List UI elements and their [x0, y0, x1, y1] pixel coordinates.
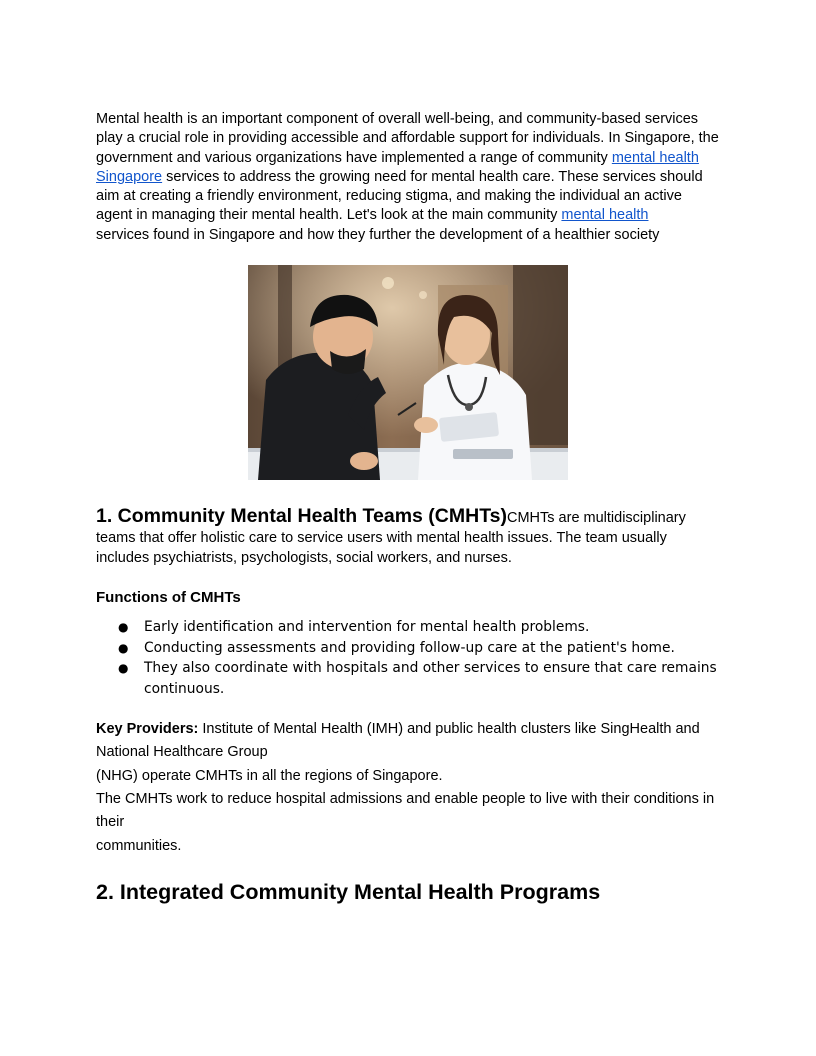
key-providers-line-1 — [96, 718, 720, 765]
doctor-consultation-photo — [248, 265, 568, 480]
section-1-paragraph — [96, 506, 720, 568]
section-2-heading: 2. Integrated Community Mental Health Programs — [96, 879, 601, 904]
key-providers-line-4: communities. — [96, 837, 182, 854]
key-providers-label: Key Providers: — [96, 721, 199, 738]
list-item — [96, 617, 720, 638]
key-providers-line-3: The CMHTs work to reduce hospital admissions and enable people to live with their conditions in their — [96, 790, 715, 831]
document-body — [96, 110, 720, 906]
key-providers-line-2: (NHG) operate CMHTs in all the regions of Singapore. — [96, 767, 443, 784]
bullet-icon: ● — [118, 620, 129, 635]
key-providers-text: Institute of Mental Health (IMH) and public health clusters like SingHealth and National Healthcare Group — [96, 721, 700, 761]
bullet-icon: ● — [118, 640, 129, 655]
bullet-icon: ● — [118, 661, 129, 676]
figure — [96, 265, 720, 480]
intro-paragraph — [96, 110, 720, 245]
functions-heading: Functions of CMHTs — [96, 589, 241, 607]
mental-health-link[interactable]: mental health — [561, 207, 649, 224]
functions-list — [96, 617, 720, 699]
intro-text-2: services to address the growing need for mental health care. These services should aim at creating a friendly environment, reducing stigma, and making the individual an active agent in managing their mental health. Let's look at the main community — [96, 168, 703, 224]
list-item-text: Conducting assessments and providing follow-up care at the patient's home. — [144, 639, 675, 656]
mental-health-singapore-link[interactable]: mental health Singapore — [96, 149, 699, 185]
section-1-body: CMHTs are multidisciplinary teams that offer holistic care to service users with mental health issues. The team usually includes psychiatrists, psychologists, social workers, and nurses. — [96, 510, 686, 567]
list-item — [96, 638, 720, 659]
list-item — [96, 658, 720, 699]
intro-text-3: services found in Singapore and how they further the development of a healthier society — [96, 226, 660, 243]
section-1-heading: 1. Community Mental Health Teams (CMHTs) — [96, 505, 507, 528]
list-item-text: Early identification and intervention for mental health problems. — [144, 619, 590, 636]
list-item-text: They also coordinate with hospitals and other services to ensure that care remains continuous. — [144, 660, 717, 697]
intro-text-1: Mental health is an important component of overall well-being, and community-based services play a crucial role in providing accessible and affordable support for individuals. In Singapore, the government and various organizations have implemented a range of community — [96, 111, 719, 166]
